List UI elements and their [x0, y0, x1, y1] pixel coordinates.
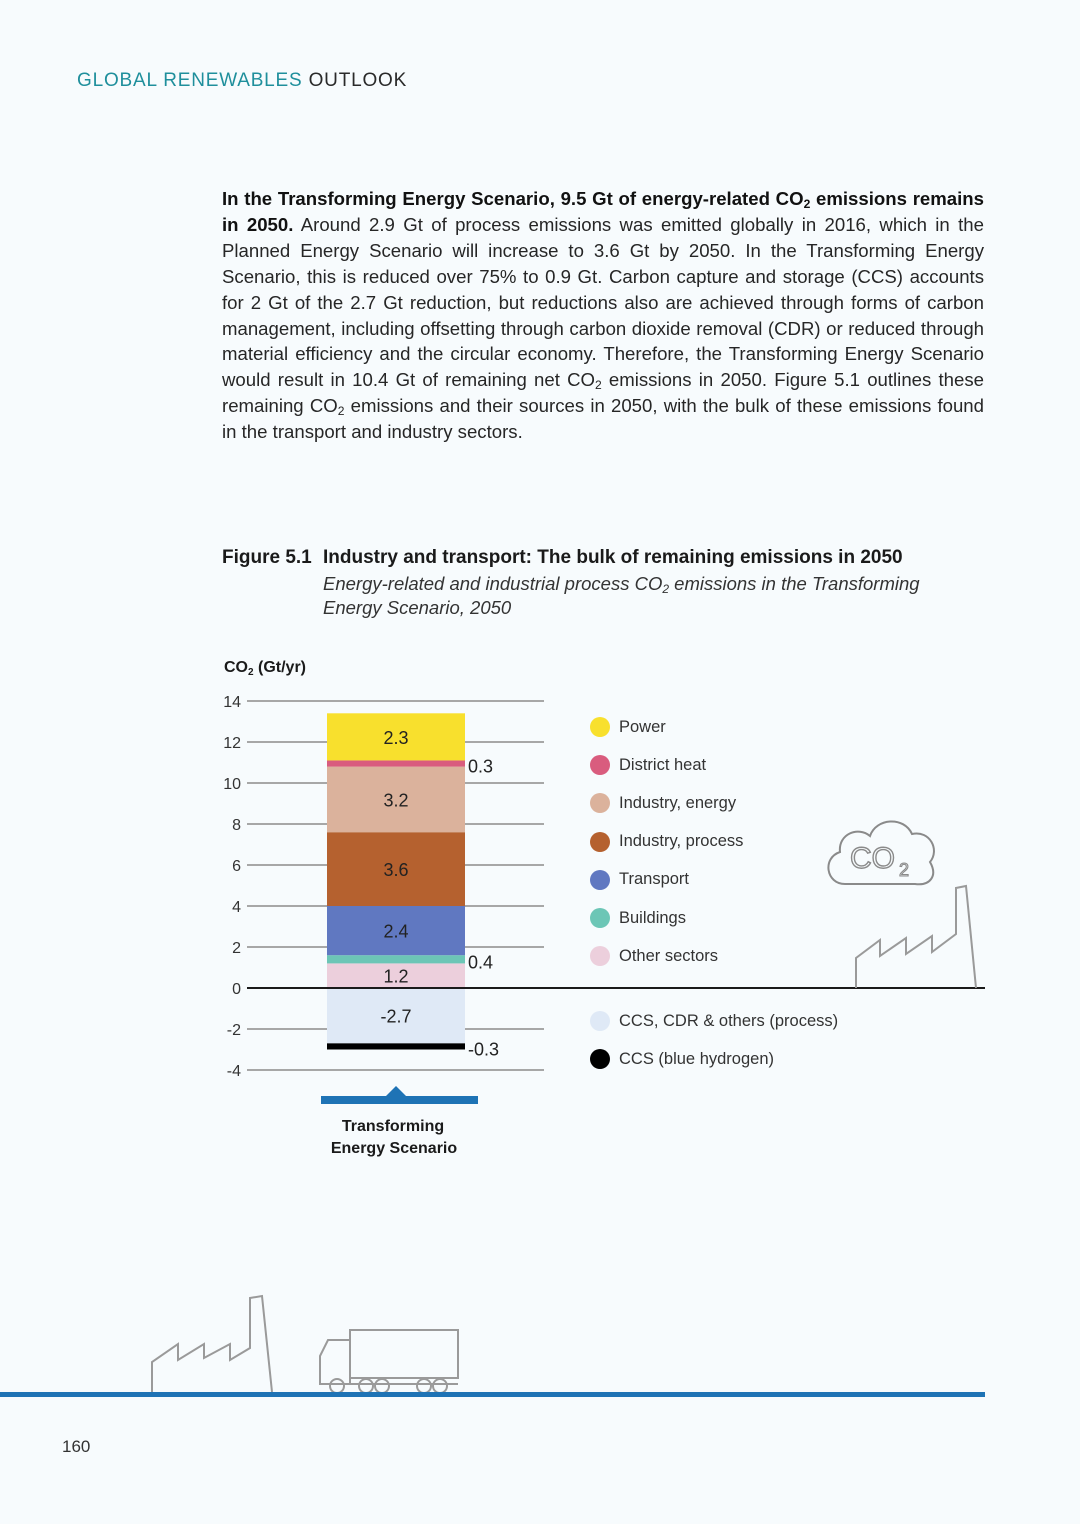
legend-swatch: [590, 755, 610, 775]
bar-label: 2.3: [383, 727, 409, 748]
y-tick-label: 8: [232, 817, 241, 834]
bar-label: 0.4: [468, 952, 494, 973]
svg-text:2: 2: [899, 860, 910, 880]
header-title-part1: GLOBAL RENEWABLES: [77, 70, 303, 91]
figure-label: Figure 5.1: [222, 547, 312, 568]
y-tick-labels: [223, 694, 241, 1080]
intro-bold-a: In the Transforming Energy Scenario, 9.5 Gt of energy-related CO: [222, 188, 804, 209]
legend-swatch: [590, 832, 610, 852]
svg-text:CO: CO: [850, 842, 895, 875]
legend-item: [590, 870, 689, 890]
bar-label: 0.3: [468, 756, 494, 777]
figure-title: Industry and transport: The bulk of remaining emissions in 2050: [323, 547, 903, 568]
bar-label: 3.2: [383, 790, 409, 811]
stacked-bar: [327, 713, 465, 1049]
bar-label: 1.2: [383, 966, 409, 987]
y-tick-label: -4: [226, 1063, 241, 1080]
intro-sub-1: 2: [594, 378, 602, 393]
legend-item: [590, 793, 736, 813]
footer-rule: [0, 1392, 985, 1397]
bar-label: 3.6: [383, 860, 409, 881]
intro-sub-2: 2: [337, 404, 345, 419]
legend-swatch: [590, 1049, 610, 1069]
bottom-factory-icon: [152, 1296, 272, 1392]
figure-subtitle-sub: 2: [662, 582, 670, 596]
legend-item: [590, 832, 743, 852]
y-tick-label: 0: [232, 981, 241, 998]
legend-item: [590, 755, 706, 775]
legend-label: CCS, CDR & others (process): [619, 1011, 839, 1030]
y-tick-label: -2: [226, 1022, 241, 1039]
intro-bold-sub: 2: [803, 197, 811, 212]
legend-label: CCS (blue hydrogen): [619, 1049, 774, 1068]
y-tick-label: 14: [223, 694, 241, 711]
figure-subtitle-b: emissions in the Transforming Energy Scenario, 2050: [323, 573, 920, 618]
legend-item: [590, 1049, 774, 1069]
legend-item: [590, 946, 718, 966]
bar-segment-district-heat: [327, 760, 465, 766]
legend-swatch: [590, 793, 610, 813]
bar-label: -2.7: [380, 1006, 412, 1027]
factory-icon: [856, 886, 976, 988]
bar-label: -0.3: [468, 1039, 500, 1060]
legend-label: District heat: [619, 755, 707, 774]
legend-swatch: [590, 946, 610, 966]
legend-label: Buildings: [619, 908, 686, 927]
legend-swatch: [590, 870, 610, 890]
legend-item: [590, 717, 666, 737]
y-tick-label: 10: [223, 776, 241, 793]
intro-text-a: Around 2.9 Gt of process emissions was emitted globally in 2016, which in the Planned Energy Scenario will increase to 3.6 Gt by 2050. In the Transforming Energy Scenario, this is reduced over 75% to 0.9 Gt. Carbon capture and storage (CCS) accounts for 2 Gt of the 2.7 Gt reduction, but reductions also are achieved through forms of carbon management, including offsetting through carbon dioxide removal (CDR) or reduced through material efficiency and the circular economy. Therefore, the Transforming Energy Scenario would result in 10.4 Gt of remaining net CO: [222, 213, 984, 391]
bar-segment-ccs-blue-hydrogen-: [327, 1043, 465, 1049]
co2-cloud-icon: [828, 821, 934, 884]
intro-text-c: emissions and their sources in 2050, with the bulk of these emissions found in the transport and industry sectors.: [222, 395, 984, 443]
legend-label: Power: [619, 717, 666, 736]
legend-label: Other sectors: [619, 946, 719, 965]
y-axis-title: CO2 (Gt/yr): [224, 659, 307, 678]
legend-label: Transport: [619, 870, 689, 889]
y-tick-label: 12: [223, 735, 241, 752]
y-tick-label: 4: [232, 899, 241, 916]
legend-swatch: [590, 717, 610, 737]
intro-text-b: emissions in 2050. Figure 5.1 outlines these remaining CO: [222, 369, 984, 417]
page-number: 160: [62, 1437, 91, 1456]
legend-item: [590, 908, 686, 928]
legend-swatch: [590, 1011, 610, 1031]
y-tick-label: 2: [232, 940, 241, 957]
truck-icon: [320, 1330, 458, 1393]
legend-label: Industry, process: [619, 832, 744, 851]
x-category-label-line1: Transforming: [341, 1118, 445, 1135]
header-title-part2: OUTLOOK: [308, 70, 408, 91]
x-axis-marker: [321, 1086, 478, 1104]
legend-label: Industry, energy: [619, 793, 737, 812]
figure-subtitle-a: Energy-related and industrial process CO: [323, 573, 663, 594]
legend-item: [590, 1011, 838, 1031]
bar-segment-buildings: [327, 955, 465, 963]
y-tick-label: 6: [232, 858, 241, 875]
legend-swatch: [590, 908, 610, 928]
bar-label: 2.4: [383, 921, 409, 942]
intro-bold-b: emissions remains in 2050.: [222, 188, 985, 235]
x-category-label-line2: Energy Scenario: [330, 1140, 458, 1157]
